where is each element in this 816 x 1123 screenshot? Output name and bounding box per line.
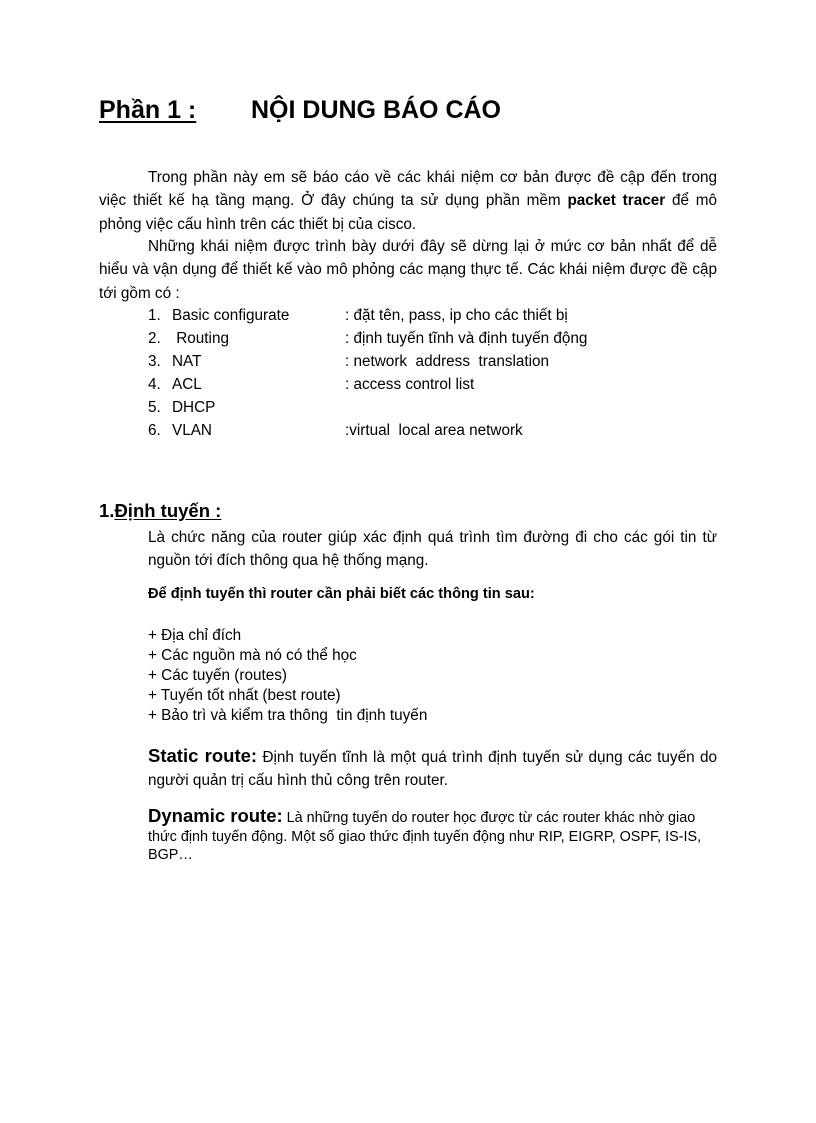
static-route-paragraph — [148, 744, 717, 792]
heading-part-label: Phần 1 : — [99, 96, 197, 124]
intro-paragraph-1 — [99, 166, 717, 236]
section-title: Định tuyến : — [114, 500, 222, 521]
heading-title: NỘI DUNG BÁO CÁO — [251, 96, 501, 124]
list-item-number: 6. — [148, 422, 161, 440]
list-item-desc: : đặt tên, pass, ip cho các thiết bị — [345, 307, 568, 324]
routing-info-list — [148, 626, 427, 726]
list-item — [148, 373, 587, 396]
routing-requirement: Để định tuyến thì router cần phải biết các thông tin sau: — [148, 586, 535, 602]
list-item — [148, 350, 587, 373]
list-item: + Địa chỉ đích — [148, 627, 242, 644]
list-item-number: 2. — [148, 330, 161, 348]
section-number: 1. — [99, 500, 115, 521]
concept-list — [148, 304, 587, 443]
list-item-term: Basic configurate — [172, 307, 290, 324]
list-item — [148, 327, 587, 350]
list-item: + Bảo trì và kiểm tra thông tin định tuyến — [148, 707, 428, 724]
list-item-desc: : network address translation — [345, 353, 550, 371]
list-item-number: 3. — [148, 353, 161, 371]
dynamic-route-paragraph — [148, 807, 717, 865]
list-item-term: NAT — [172, 353, 202, 371]
intro-p1-tail: để mô phỏng việc cấu hình trên các thiết bị của cisco. — [99, 192, 717, 233]
list-item: + Tuyến tốt nhất (best route) — [148, 687, 341, 704]
list-item-term: Routing — [172, 330, 229, 348]
list-item — [148, 419, 587, 442]
list-item — [148, 304, 587, 327]
list-item-term: ACL — [172, 376, 202, 394]
list-item-term: DHCP — [172, 399, 216, 417]
list-item-number: 1. — [148, 307, 161, 324]
list-item-desc: : access control list — [345, 376, 475, 394]
intro-paragraph-2: Những khái niệm được trình bày dưới đây sẽ dừng lại ở mức cơ bản nhất để dễ hiểu và vận dụng để thiết kế vào mô phỏng các mạng thực tế. Các khái niệm được đề cập tới gồm có : — [99, 238, 717, 302]
list-item-number: 4. — [148, 376, 161, 394]
static-route-text: Định tuyến tĩnh là một quá trình định tuyến sử dụng các tuyến do người quản trị cấu hình thủ công trên router. — [148, 749, 717, 789]
list-item — [148, 396, 587, 419]
intro-p1-software: packet tracer — [567, 192, 666, 210]
list-item: + Các nguồn mà nó có thể học — [148, 647, 357, 664]
list-item-term: VLAN — [172, 422, 212, 440]
static-route-label: Static route: — [148, 745, 258, 766]
intro-p1-text: Trong phần này em sẽ báo cáo về các khái niệm cơ bản được đề cập đến trong việc thiết kế hạ tầng mạng. Ở đây chúng ta sử dụng phần mềm — [99, 169, 717, 210]
list-item-desc: : định tuyến tĩnh và định tuyến động — [345, 330, 588, 348]
routing-definition: Là chức năng của router giúp xác định quá trình tìm đường đi cho các gói tin từ nguồn tới đích thông qua hệ thống mạng. — [148, 529, 717, 569]
list-item-number: 5. — [148, 399, 161, 417]
dynamic-route-label: Dynamic route: — [148, 805, 283, 826]
section-heading — [99, 500, 221, 522]
page-heading — [99, 96, 501, 125]
dynamic-route-text: Là những tuyến do router học được từ các router khác nhờ giao thức định tuyến động. Một số giao thức định tuyến động như RIP, EIGRP, OSPF, IS-IS, BGP… — [148, 810, 702, 863]
list-item-desc: :virtual local area network — [345, 422, 523, 440]
list-item: + Các tuyến (routes) — [148, 667, 288, 684]
